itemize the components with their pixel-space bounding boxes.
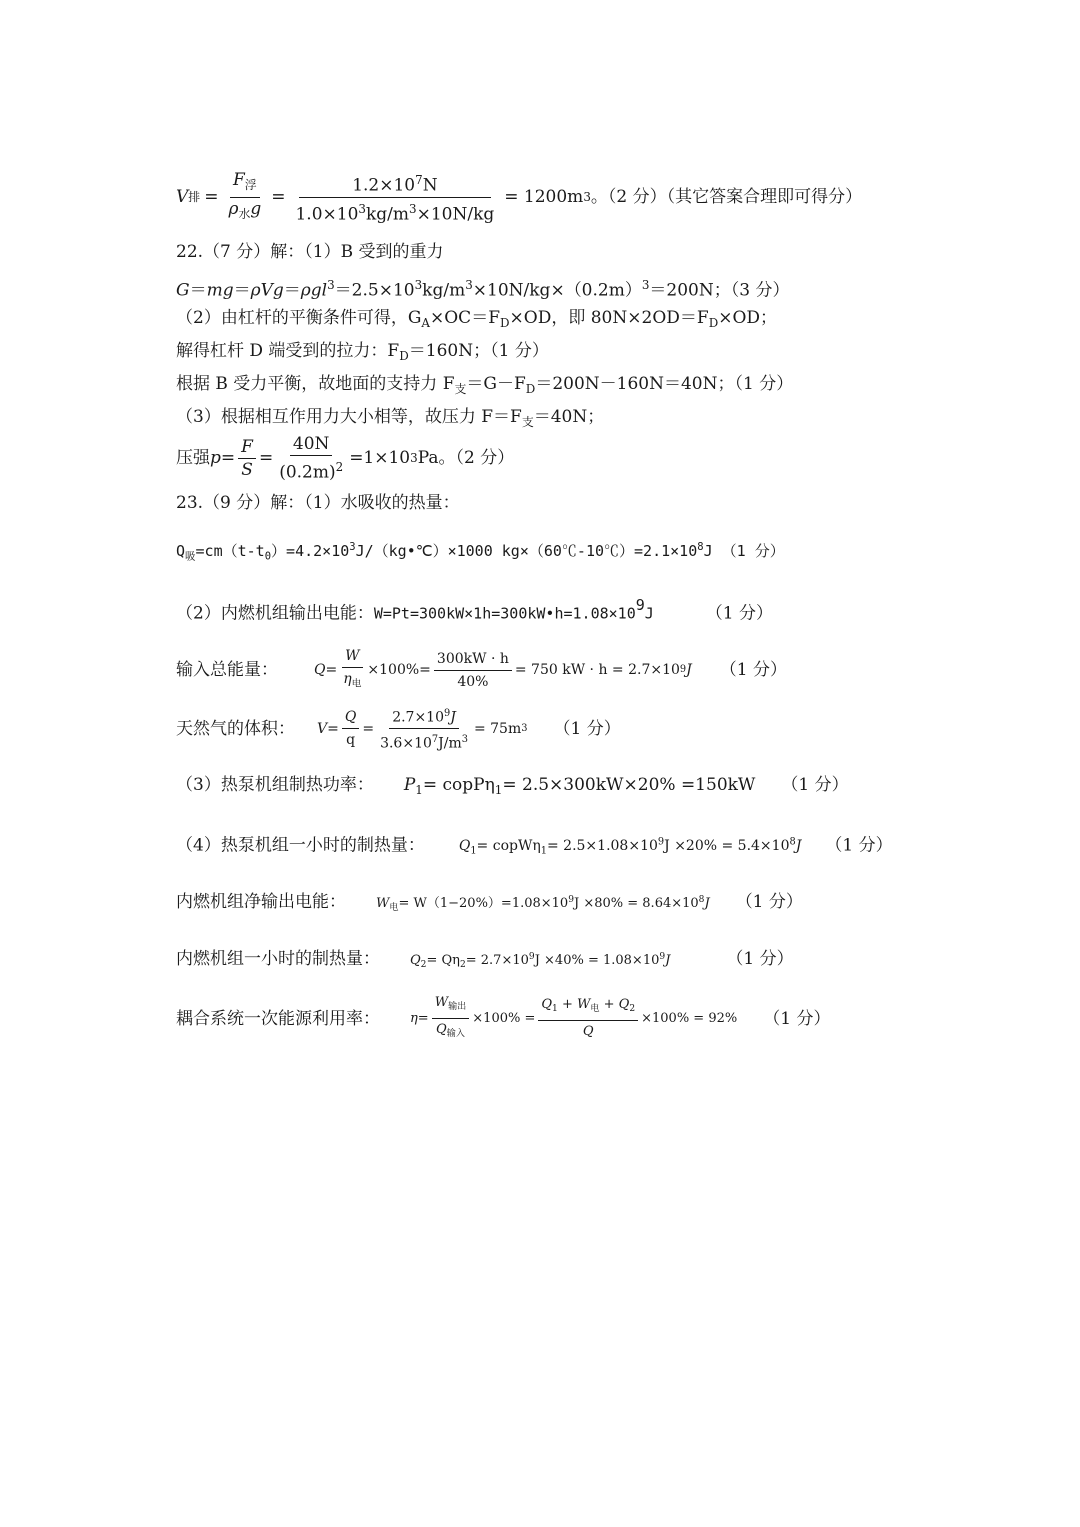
v-symbol: V xyxy=(317,720,328,737)
subscript: 吸 xyxy=(185,550,196,563)
q23-efficiency-line xyxy=(176,993,831,1040)
q23-title: 23.（9 分）解：（1）水吸收的热量： xyxy=(176,493,460,513)
exponent: 7 xyxy=(431,734,439,746)
q23-engine-heat-line xyxy=(176,945,794,977)
q22-pressure-force-line xyxy=(176,405,604,434)
numerator: F xyxy=(238,437,256,459)
subscript: D xyxy=(499,316,510,331)
subscript: D xyxy=(525,382,536,397)
equals: = xyxy=(325,662,338,679)
mg-term: mg xyxy=(206,280,234,301)
q23-total-energy-line xyxy=(176,646,787,694)
value: = 2.7×10 xyxy=(465,953,529,968)
fs-fraction xyxy=(238,437,256,480)
formula: W=Pt=300kW×1h=300kW•h=1.08×10 xyxy=(373,604,636,623)
exponent: 3 xyxy=(521,722,528,734)
subscript: 支 xyxy=(454,382,467,397)
subscript: 2 xyxy=(629,1004,636,1015)
numeric-fraction xyxy=(377,704,471,754)
text: （2）由杠杆的平衡条件可得，G xyxy=(176,308,422,328)
w-symbol: + W xyxy=(557,997,591,1013)
rho-subscript: 水 xyxy=(238,206,251,221)
numerator: W xyxy=(342,646,362,668)
equals: = xyxy=(258,448,274,469)
text: （3）根据相互作用力大小相等，故压力 F＝F xyxy=(176,407,522,427)
denominator: 3.6×10 xyxy=(380,735,432,752)
q-fraction xyxy=(342,707,359,750)
q22-pressure-formula xyxy=(176,434,514,482)
subscript: D xyxy=(399,349,409,364)
label: 耦合系统一次能源利用率： xyxy=(176,1008,380,1029)
unit: J xyxy=(686,662,692,679)
equals: = xyxy=(362,720,375,737)
q-symbol: Q xyxy=(436,1022,447,1038)
f-symbol: F xyxy=(232,170,245,191)
q1-symbol: Q xyxy=(541,997,553,1013)
subscript: 1 xyxy=(470,845,477,857)
numerator: Q xyxy=(342,707,359,729)
score: （1 分） xyxy=(735,892,803,912)
value: J ×40% = 1.08×10 xyxy=(534,953,660,968)
q23-gas-volume-line xyxy=(176,704,621,752)
text: 解得杠杆 D 端受到的拉力：F xyxy=(176,341,400,361)
exponent: 9 xyxy=(657,837,665,848)
rho-symbol: ρ xyxy=(228,198,239,219)
score: （1 分） xyxy=(825,835,893,856)
w-symbol: W xyxy=(434,995,449,1010)
text: J/（kg•℃）×1000 kg×（60℃-10℃）=2.1×10 xyxy=(355,541,698,560)
q23-net-output-line xyxy=(176,888,803,920)
sum-fraction xyxy=(538,995,638,1042)
subscript: 0 xyxy=(264,550,272,563)
q-symbol: Q xyxy=(314,662,326,679)
eta-symbol: η xyxy=(410,1010,418,1026)
subscript: 输入 xyxy=(446,1029,465,1040)
equals: = xyxy=(204,187,219,208)
denominator-exponent: 3 xyxy=(358,201,366,216)
numerator: 300kW · h xyxy=(434,649,512,671)
subscript: 电 xyxy=(389,903,399,914)
subscript: 输出 xyxy=(448,1002,467,1013)
exponent: 9 xyxy=(444,708,451,719)
text: ＝40N； xyxy=(533,407,605,427)
exponent: 3 xyxy=(410,451,418,466)
score-note: 。（2 分）（其它答案合理即可得分） xyxy=(590,187,863,208)
text-score: J （1 分） xyxy=(703,541,785,560)
text: ＝160N；（1 分） xyxy=(408,341,549,361)
text: =cm（t-t xyxy=(195,541,265,560)
denominator: (0.2m) xyxy=(279,462,336,483)
q22-support-force-line xyxy=(176,372,793,401)
exponent: 3 xyxy=(465,278,473,292)
text: ×OD，即 80N×2OD＝F xyxy=(509,308,709,328)
q23-heat-absorbed-line xyxy=(176,535,785,568)
text: ＝200N－160N＝40N；（1 分） xyxy=(535,374,794,394)
numeric-fraction xyxy=(434,649,512,692)
exponent: 9 xyxy=(679,664,687,676)
q22-pull-force-line xyxy=(176,339,549,368)
unit: J xyxy=(665,953,671,968)
label: 内燃机组净输出电能： xyxy=(176,892,346,912)
q-symbol: Q xyxy=(176,541,186,560)
rhogl-term: ρgl xyxy=(300,280,328,301)
subscript: 电 xyxy=(351,678,362,690)
subscript: 2 xyxy=(459,960,466,971)
numerator: 40N xyxy=(290,434,333,456)
score: （1 分） xyxy=(553,718,621,739)
score: （1 分） xyxy=(781,775,849,795)
subscript: 1 xyxy=(552,1004,558,1015)
numerator-unit: N xyxy=(422,175,438,196)
rhovg-term: ρVg xyxy=(250,280,284,301)
text: ×OD； xyxy=(718,308,778,328)
unit: J xyxy=(450,709,456,726)
subscript: 1 xyxy=(494,783,503,798)
score: （1 分） xyxy=(705,603,774,624)
q2-symbol: + Q xyxy=(599,997,630,1013)
value: ×10N/kg×（0.2m） xyxy=(472,280,642,301)
label: 压强 xyxy=(176,448,210,469)
result: = 75m xyxy=(473,720,522,737)
v-subscript: 排 xyxy=(188,190,201,205)
q23-electric-output-line xyxy=(176,593,773,625)
buoyancy-fraction xyxy=(225,170,264,223)
v-pai-formula xyxy=(176,170,863,225)
subscript: A xyxy=(421,316,430,331)
p-symbol: p xyxy=(210,448,221,469)
unit: J xyxy=(704,896,710,911)
denominator-rest: ×10N/kg xyxy=(416,204,495,225)
value: J ×20% = 5.4×10 xyxy=(664,838,790,855)
text: ×OC＝F xyxy=(430,308,500,328)
output-input-fraction xyxy=(432,993,470,1044)
exponent: 9 xyxy=(568,895,574,905)
subscript: 1 xyxy=(540,845,547,857)
v-symbol: V xyxy=(176,187,189,208)
label: （3）热泵机组制热功率： xyxy=(176,775,374,795)
result: =1×10 xyxy=(349,448,411,469)
result: ×100% = 92% xyxy=(641,1010,738,1026)
numerator-value: 1.2×10 xyxy=(352,175,416,196)
equals: ＝ xyxy=(189,280,207,301)
denominator: q xyxy=(346,732,356,749)
result: = 2.5×300kW×20% =150kW xyxy=(502,775,756,795)
percent: ×100% = xyxy=(472,1010,536,1026)
p-symbol: P xyxy=(403,775,416,795)
numerator-exponent: 7 xyxy=(415,173,423,187)
label: （4）热泵机组一小时的制热量： xyxy=(176,835,425,856)
w-eta-fraction xyxy=(340,646,364,694)
q22-title: 22.（7 分）解：（1）B 受到的重力 xyxy=(176,242,444,262)
q-symbol: Q xyxy=(458,838,471,855)
subscript: 电 xyxy=(590,1004,600,1015)
q22-lever-line xyxy=(176,306,777,335)
unit-score: Pa。（2 分） xyxy=(417,448,515,469)
q23-heat-pump-hour-line xyxy=(176,831,893,864)
exponent: 3 xyxy=(349,541,356,553)
subscript: 2 xyxy=(420,960,427,971)
equals: = xyxy=(327,720,339,737)
subscript: 1 xyxy=(415,783,423,798)
exponent: 9 xyxy=(635,596,645,614)
label: 内燃机组一小时的制热量： xyxy=(176,949,380,969)
exponent: 8 xyxy=(697,541,704,553)
text: ＝G－F xyxy=(466,374,526,394)
unit: J xyxy=(795,838,802,855)
denominator: 40% xyxy=(457,673,489,690)
exponent: 8 xyxy=(789,837,796,848)
q-symbol: Q xyxy=(410,953,421,968)
result-value: = 1200m xyxy=(504,187,584,208)
exponent: 8 xyxy=(698,895,705,905)
equals: = xyxy=(419,662,431,679)
denominator: S xyxy=(241,459,253,480)
value: = 2.5×1.08×10 xyxy=(546,838,658,855)
percent: ×100% xyxy=(367,662,420,679)
label: （2）内燃机组输出电能： xyxy=(176,603,374,624)
numerator: 2.7×10 xyxy=(392,709,444,726)
exponent: 3 xyxy=(414,278,423,292)
w-symbol: W xyxy=(376,896,390,911)
value: ＝2.5×10 xyxy=(334,280,415,301)
numeric-fraction xyxy=(292,170,497,224)
eta-symbol: η xyxy=(343,671,352,687)
exponent: 2 xyxy=(335,460,344,474)
exponent: 3 xyxy=(327,278,335,292)
denominator-unit: kg/m xyxy=(365,204,410,225)
unit: kg/m xyxy=(422,280,466,301)
result-exponent: 3 xyxy=(583,190,591,205)
expression: = W（1−20%）=1.08×10 xyxy=(398,896,569,911)
equals: = xyxy=(417,1010,429,1026)
subscript: D xyxy=(708,316,719,331)
g-symbol: G xyxy=(176,280,190,301)
result-score: ＝200N；（3 分） xyxy=(649,280,790,301)
f-subscript: 浮 xyxy=(244,178,257,193)
exponent: 9 xyxy=(528,952,535,962)
denominator-value: 1.0×10 xyxy=(295,204,359,225)
score: （1 分） xyxy=(726,949,794,969)
exponent: 9 xyxy=(659,952,666,962)
expression: = copWη xyxy=(476,838,541,855)
label: 输入总能量： xyxy=(176,660,278,681)
exponent: 3 xyxy=(461,734,468,746)
equals: = xyxy=(271,187,286,208)
unit: J/m xyxy=(438,735,462,752)
exponent: 3 xyxy=(641,278,650,292)
result: = 750 kW · h = 2.7×10 xyxy=(514,662,680,679)
q23-heat-pump-power-line xyxy=(176,773,849,802)
text: 根据 B 受力平衡，故地面的支持力 F xyxy=(176,374,455,394)
numeric-fraction xyxy=(276,434,346,483)
denominator: Q xyxy=(582,1024,594,1040)
expression: = copPη xyxy=(422,775,495,795)
unit: J xyxy=(644,604,654,623)
denominator-unit-exponent: 3 xyxy=(409,201,417,216)
equals: ＝ xyxy=(283,280,301,301)
score: （1 分） xyxy=(719,660,788,681)
value: J ×80% = 8.64×10 xyxy=(574,896,699,911)
g-symbol: g xyxy=(250,198,262,219)
label: 天然气的体积： xyxy=(176,718,295,739)
equals: = xyxy=(220,448,236,469)
subscript: 支 xyxy=(521,415,534,430)
expression: = Qη xyxy=(426,953,460,968)
equals: ＝ xyxy=(233,280,251,301)
score: （1 分） xyxy=(763,1008,831,1029)
text: ）=4.2×10 xyxy=(271,541,350,560)
q22-gravity-line xyxy=(176,273,789,303)
